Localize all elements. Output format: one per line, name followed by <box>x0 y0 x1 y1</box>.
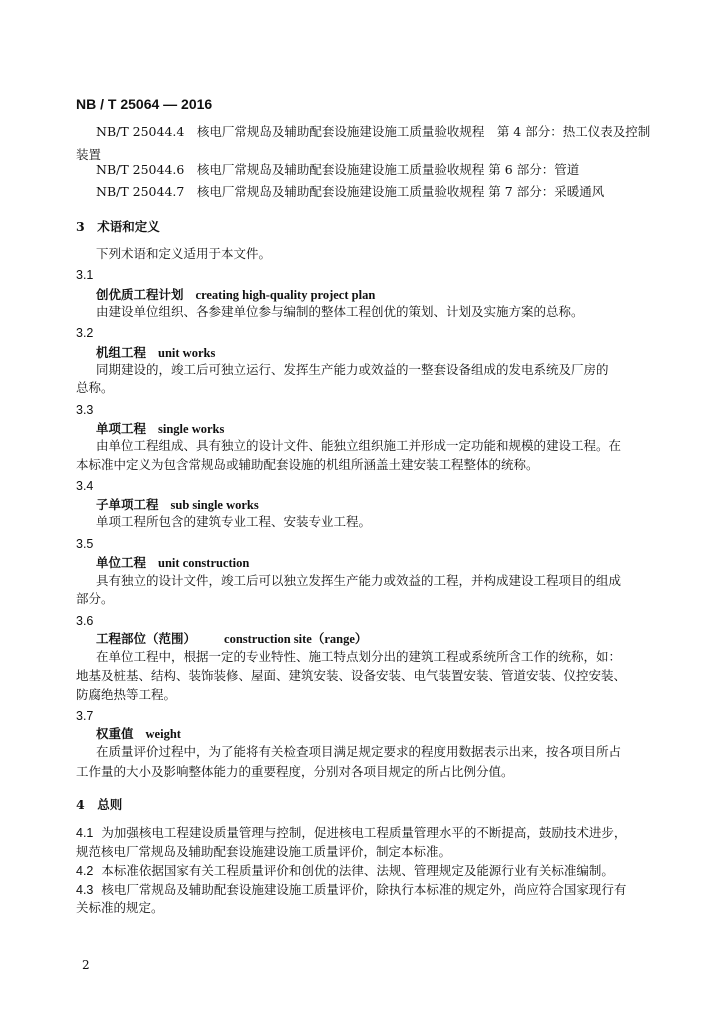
ref-line: NB/T 25044.4 核电厂常规岛及辅助配套设施建设施工质量验收规程 第 4 部分：热工仪表及控制 <box>96 124 651 139</box>
clause-4-1 <box>76 824 626 842</box>
term-number: 3.2 <box>76 326 94 340</box>
term-number: 3.5 <box>76 537 94 551</box>
term-definition: 部分。 <box>76 591 114 606</box>
term-definition: 地基及桩基、结构、装饰装修、屋面、建筑安装、设备安装、电气装置安装、管道安装、仪控安装、 <box>76 668 627 683</box>
term-definition: 由建设单位组织、各参建单位参与编制的整体工程创优的策划、计划及实施方案的总称。 <box>96 304 584 319</box>
term-cn: 工程部位（范围） <box>96 631 197 646</box>
term-number: 3.3 <box>76 403 94 417</box>
term-definition: 工作量的大小及影响整体能力的重要程度，分别对各项目规定的所占比例分值。 <box>76 764 514 779</box>
clause-number: 4.1 <box>76 826 94 840</box>
standard-header: NB / T 25064 — 2016 <box>76 96 213 112</box>
term-en: construction site（range） <box>224 632 368 646</box>
term-en: weight <box>145 727 181 741</box>
term-en: single works <box>158 422 225 436</box>
term-definition: 由单位工程组成、具有独立的设计文件、能独立组织施工并形成一定功能和规模的建设工程。在 <box>96 438 622 453</box>
term-title <box>96 420 224 438</box>
term-definition: 在质量评价过程中，为了能将有关检查项目满足规定要求的程度用数据表示出来，按各项目所占 <box>96 744 622 759</box>
term-en: sub single works <box>170 498 259 512</box>
clause-number: 4.3 <box>76 883 94 897</box>
term-cn: 子单项工程 <box>96 497 159 512</box>
section-3-intro: 下列术语和定义适用于本文件。 <box>96 246 272 261</box>
clause-4-2 <box>76 862 614 880</box>
term-number: 3.7 <box>76 709 94 723</box>
clause-text: 关标准的规定。 <box>76 900 164 915</box>
term-cn: 单项工程 <box>96 421 147 436</box>
term-number: 3.1 <box>76 268 94 282</box>
term-title <box>96 725 181 743</box>
clause-number: 4.2 <box>76 864 94 878</box>
clause-4-3 <box>76 881 626 899</box>
ref-line: 装置 <box>76 147 102 162</box>
term-cn: 机组工程 <box>96 345 147 360</box>
ref-line: NB/T 25044.6 核电厂常规岛及辅助配套设施建设施工质量验收规程 第 6 部分：管道 <box>96 162 580 177</box>
term-title <box>96 286 375 304</box>
term-definition: 防腐绝热等工程。 <box>76 687 177 702</box>
term-definition: 单项工程所包含的建筑专业工程、安装专业工程。 <box>96 514 372 529</box>
term-cn: 权重值 <box>96 726 134 741</box>
section-4-title: 4 总则 <box>76 797 123 812</box>
page-number: 2 <box>82 958 90 972</box>
term-definition: 同期建设的，竣工后可独立运行、发挥生产能力或效益的一整套设备组成的发电系统及厂房的 <box>96 362 609 377</box>
term-definition: 在单位工程中，根据一定的专业特性、施工特点划分出的建筑工程或系统所含工作的统称，如： <box>96 649 622 664</box>
term-title <box>96 554 249 572</box>
term-en: unit works <box>158 346 216 360</box>
clause-text: 规范核电厂常规岛及辅助配套设施建设施工质量评价，制定本标准。 <box>76 844 452 859</box>
term-cn: 单位工程 <box>96 555 147 570</box>
term-definition: 本标准中定义为包含常规岛或辅助配套设施的机组所涵盖土建安装工程整体的统称。 <box>76 457 539 472</box>
term-title <box>96 496 259 514</box>
term-number: 3.4 <box>76 479 94 493</box>
clause-text: 为加强核电工程建设质量管理与控制，促进核电工程质量管理水平的不断提高，鼓励技术进步， <box>101 825 627 840</box>
clause-text: 核电厂常规岛及辅助配套设施建设施工质量评价，除执行本标准的规定外，尚应符合国家现行有 <box>101 882 627 897</box>
term-title <box>96 344 215 362</box>
term-title <box>96 630 367 648</box>
clause-text: 本标准依据国家有关工程质量评价和创优的法律、法规、管理规定及能源行业有关标准编制。 <box>101 863 614 878</box>
term-en: creating high-quality project plan <box>195 288 376 302</box>
term-en: unit construction <box>158 556 250 570</box>
section-3-title: 3 术语和定义 <box>76 219 160 234</box>
term-definition: 总称。 <box>76 380 114 395</box>
term-cn: 创优质工程计划 <box>96 287 184 302</box>
ref-line: NB/T 25044.7 核电厂常规岛及辅助配套设施建设施工质量验收规程 第 7 部分：采暖通风 <box>96 184 605 199</box>
term-definition: 具有独立的设计文件，竣工后可以独立发挥生产能力或效益的工程，并构成建设工程项目的组成 <box>96 573 622 588</box>
term-number: 3.6 <box>76 614 94 628</box>
